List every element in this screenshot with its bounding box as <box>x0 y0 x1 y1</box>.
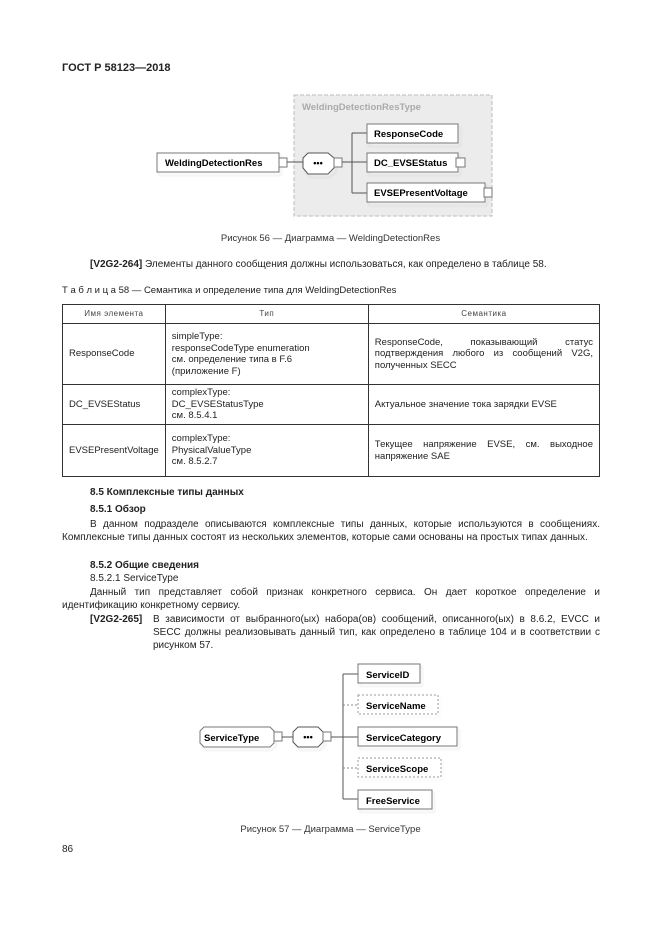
type-group-label: WeldingDetectionResType <box>302 102 421 113</box>
svg-text:EVSEPresentVoltage: EVSEPresentVoltage <box>374 188 468 199</box>
svg-text:ResponseCode: ResponseCode <box>374 129 444 140</box>
table-header-row <box>63 305 600 324</box>
table-row <box>63 324 600 385</box>
child-node-servicecategory <box>358 727 457 746</box>
table-58 <box>62 304 600 477</box>
svg-text:FreeService: FreeService <box>366 796 420 807</box>
table-caption-label: Т а б л и ц а <box>62 285 116 296</box>
figure-56-caption: Рисунок 56 — Диаграмма — WeldingDetectionRes <box>220 233 441 244</box>
table-row <box>63 425 600 477</box>
collapse-icon <box>274 732 282 741</box>
child-node-freeservice <box>358 790 432 809</box>
table-row <box>63 385 600 425</box>
cell-name: DC_EVSEStatus <box>63 385 166 425</box>
cell-type: simpleType: responseCodeType enumeration см. определение типа в F.6 (приложение F) <box>165 324 368 385</box>
heading-8-5-2: 8.5.2 Общие сведения <box>90 560 199 571</box>
svg-text:ServiceCategory: ServiceCategory <box>366 733 441 744</box>
heading-8-5-2-1: 8.5.2.1 ServiceType <box>90 573 179 584</box>
expand-icon <box>456 158 465 167</box>
heading-8-5: 8.5 Комплексные типы данных <box>90 487 244 498</box>
column-header: Семантика <box>368 305 599 324</box>
child-node-evsepresentvoltage <box>367 183 485 202</box>
requirement-id: [V2G2-264] <box>90 259 143 270</box>
cell-semantics: Текущее напряжение EVSE, см. выходное напряжение SAE <box>368 425 599 477</box>
figure-57-diagram <box>190 655 480 820</box>
child-node-responsecode <box>367 124 458 143</box>
child-node-dc-evsestatus <box>367 153 458 172</box>
document-header: ГОСТ Р 58123—2018 <box>62 62 171 74</box>
root-element-node <box>157 153 279 172</box>
svg-text:•••: ••• <box>303 732 313 742</box>
child-node-servicename-optional <box>358 695 438 714</box>
child-node-servicescope-optional <box>358 758 441 777</box>
root-element-node <box>200 727 274 747</box>
requirement-id: [V2G2-265] <box>90 614 143 625</box>
svg-text:ServiceScope: ServiceScope <box>366 764 429 775</box>
svg-text:•••: ••• <box>313 158 323 168</box>
svg-text:WeldingDetectionRes: WeldingDetectionRes <box>165 158 263 169</box>
expand-icon <box>484 188 492 197</box>
cell-semantics: Актуальное значение тока зарядки EVSE <box>368 385 599 425</box>
column-header: Имя элемента <box>63 305 166 324</box>
page-number: 86 <box>62 844 74 855</box>
cell-name: ResponseCode <box>63 324 166 385</box>
svg-text:DC_EVSEStatus: DC_EVSEStatus <box>374 158 448 169</box>
figure-57-caption: Рисунок 57 — Диаграмма — ServiceType <box>240 824 421 835</box>
cell-type: complexType: DC_EVSEStatusType см. 8.5.4.1 <box>165 385 368 425</box>
requirement-text: В зависимости от выбранного(ых) набора(ов) сообщений, описанного(ых) в 8.6.2, EVCC и SECC должны реализовывать данный тип, как определено в таблице 104 и в соответствии с рисунком 57. <box>153 614 600 651</box>
cell-name: EVSEPresentVoltage <box>63 425 166 477</box>
requirement-text: Элементы данного сообщения должны использоваться, как определено в таблице 58. <box>142 259 547 270</box>
paragraph-overview: В данном подразделе описываются комплексные типы данных, которые используются в сообщениях. Комплексные типы данных состоят из нескольких элементов, которые сами основаны на простых типах данных. <box>62 519 600 543</box>
cell-type: complexType: PhysicalValueType см. 8.5.2.7 <box>165 425 368 477</box>
svg-text:ServiceType: ServiceType <box>204 733 260 744</box>
paragraph-servicetype: Данный тип представляет собой признак конкретного сервиса. Он дает короткое определение и идентификацию конкретному сервису. <box>62 587 600 611</box>
svg-text:ServiceName: ServiceName <box>366 701 426 712</box>
sequence-node <box>293 727 323 747</box>
table-caption-text: 58 — Семантика и определение типа для WeldingDetectionRes <box>115 285 397 296</box>
cell-semantics: ResponseCode, показывающий статус подтверждения любого из сообщений V2G, полученных SECC <box>368 324 599 385</box>
child-node-serviceid <box>358 664 420 683</box>
collapse-icon <box>279 158 287 167</box>
figure-56-diagram <box>150 90 500 225</box>
heading-8-5-1: 8.5.1 Обзор <box>90 504 146 515</box>
sequence-node <box>303 153 334 174</box>
svg-text:ServiceID: ServiceID <box>366 670 410 681</box>
column-header: Тип <box>165 305 368 324</box>
